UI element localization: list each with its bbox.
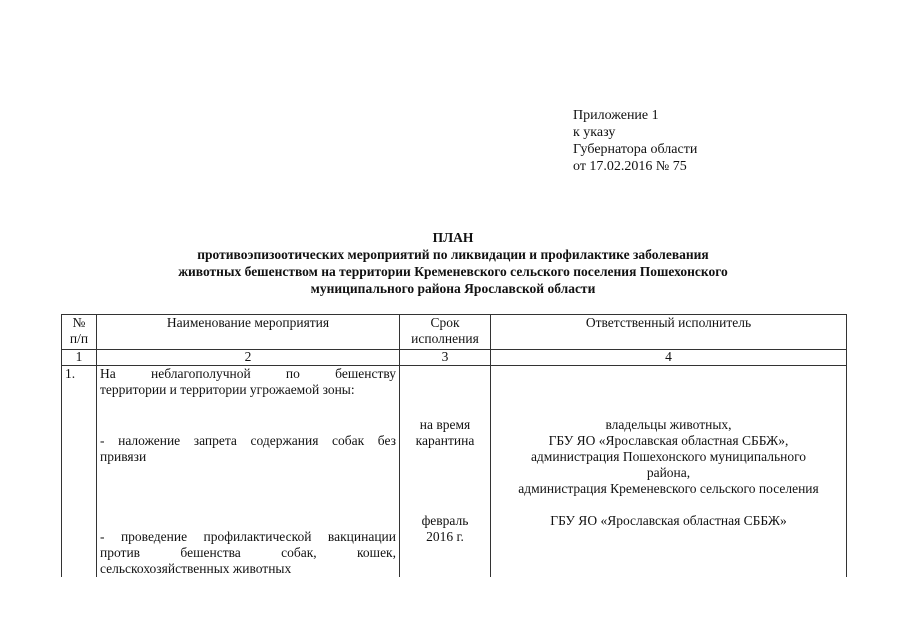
- row-terms: [400, 366, 491, 578]
- activity-item-line: - проведение профилактической вакцинации: [100, 529, 396, 544]
- executor-line: администрация Пошехонского муниципального: [530, 449, 807, 464]
- header-term: [400, 315, 491, 350]
- plan-table: [61, 314, 847, 577]
- row-number: 1.: [62, 366, 97, 578]
- column-number: 2: [97, 350, 400, 366]
- term-line: карантина: [415, 433, 475, 448]
- heading-line: животных бешенством на территории Кременевского сельского поселения Пошехонского: [178, 264, 728, 279]
- appendix-line: Губернатора области: [573, 142, 698, 157]
- header-num-line1: №: [72, 315, 86, 330]
- activity-item-line: против бешенства собак, кошек,: [100, 545, 396, 560]
- row-activities: [97, 366, 400, 578]
- activity-intro-line: территории и территории угрожаемой зоны:: [100, 382, 355, 397]
- appendix-line: от 17.02.2016 № 75: [573, 159, 687, 174]
- header-term-line1: Срок: [430, 315, 460, 330]
- header-num-line2: п/п: [69, 331, 89, 346]
- appendix-line: к указу: [573, 125, 616, 140]
- appendix-line: Приложение 1: [573, 108, 659, 123]
- column-number-row: [62, 350, 847, 366]
- column-number: 3: [400, 350, 491, 366]
- executor-line: района,: [646, 465, 691, 480]
- document-title: ПЛАН: [432, 230, 474, 245]
- header-term-line2: исполнения: [411, 331, 479, 346]
- heading-line: муниципального района Ярославской области: [310, 281, 596, 296]
- column-number: 1: [62, 350, 97, 366]
- row-executors: [491, 366, 847, 578]
- term-line: 2016 г.: [426, 529, 464, 544]
- column-number: 4: [491, 350, 847, 366]
- activity-item-line: привязи: [100, 449, 147, 464]
- executor-line: ГБУ ЯО «Ярославская областная СББЖ»: [550, 513, 787, 528]
- activity-item-line: сельскохозяйственных животных: [100, 561, 292, 576]
- executor-line: владельцы животных,: [605, 417, 732, 432]
- header-name: Наименование мероприятия: [97, 315, 400, 350]
- heading-line: противоэпизоотических мероприятий по ликвидации и профилактике заболевания: [197, 247, 709, 262]
- table-header-row: [62, 315, 847, 350]
- activity-item-line: - наложение запрета содержания собак без: [100, 433, 396, 448]
- activity-intro-line: На неблагополучной по бешенству: [100, 366, 396, 381]
- header-num: [62, 315, 97, 350]
- document-heading: [60, 229, 846, 297]
- appendix-block: [573, 107, 697, 175]
- header-executor: Ответственный исполнитель: [491, 315, 847, 350]
- term-line: на время: [419, 417, 471, 432]
- executor-line: администрация Кременевского сельского поселения: [518, 481, 819, 496]
- table-row: [62, 366, 847, 578]
- term-line: февраль: [421, 513, 469, 528]
- executor-line: ГБУ ЯО «Ярославская областная СББЖ»,: [548, 433, 789, 448]
